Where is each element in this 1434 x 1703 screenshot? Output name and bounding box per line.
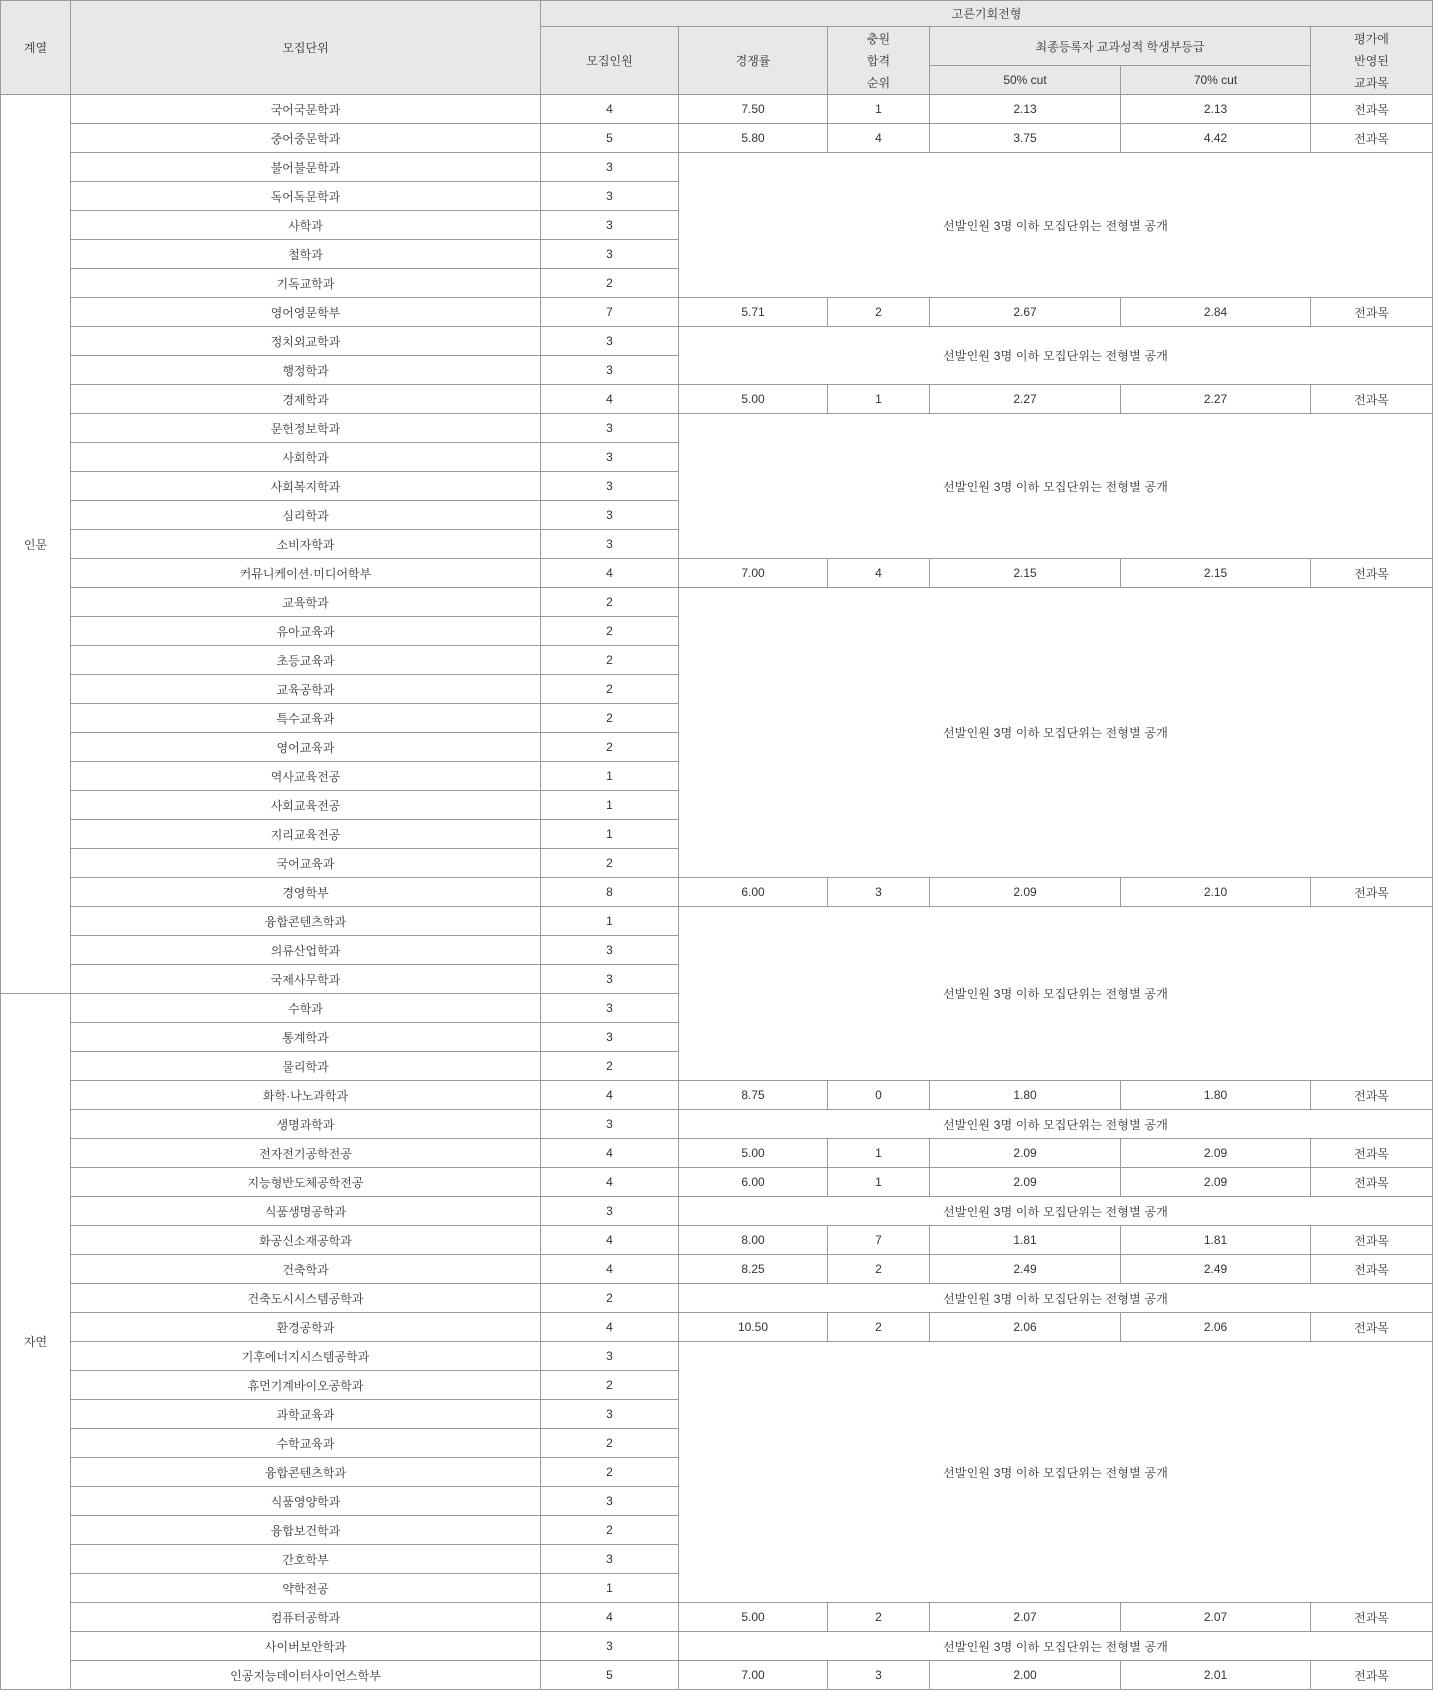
- cut50-cell: 2.09: [930, 878, 1121, 907]
- quota-cell: 3: [541, 530, 679, 559]
- unit-cell: 커뮤니케이션·미디어학부: [71, 559, 541, 588]
- quota-cell: 2: [541, 733, 679, 762]
- table-row: [1, 1110, 1433, 1139]
- cut50-cell: 2.15: [930, 559, 1121, 588]
- competition-header: 경쟁률: [679, 27, 828, 95]
- table-row: [1, 1255, 1433, 1284]
- quota-cell: 4: [541, 559, 679, 588]
- competition-cell: 5.00: [679, 1139, 828, 1168]
- cut70-cell: 2.84: [1121, 298, 1311, 327]
- unit-cell: 행정학과: [71, 356, 541, 385]
- cut50-cell: 2.06: [930, 1313, 1121, 1342]
- quota-cell: 2: [541, 646, 679, 675]
- quota-cell: 3: [541, 1632, 679, 1661]
- table-body: [1, 95, 1433, 1690]
- unit-cell: 심리학과: [71, 501, 541, 530]
- extra-rank-cell: 2: [828, 1255, 930, 1284]
- table-row: [1, 95, 1433, 124]
- competition-cell: 5.00: [679, 385, 828, 414]
- unit-cell: 지능형반도체공학전공: [71, 1168, 541, 1197]
- table-row: [1, 1139, 1433, 1168]
- cut70-cell: 2.13: [1121, 95, 1311, 124]
- unit-cell: 인공지능데이터사이언스학부: [71, 1661, 541, 1690]
- table-row: [1, 878, 1433, 907]
- unit-cell: 기독교학과: [71, 269, 541, 298]
- quota-cell: 1: [541, 1574, 679, 1603]
- unit-cell: 과학교육과: [71, 1400, 541, 1429]
- competition-cell: 7.50: [679, 95, 828, 124]
- cut70-cell: 2.06: [1121, 1313, 1311, 1342]
- table-row: [1, 1313, 1433, 1342]
- unit-cell: 사학과: [71, 211, 541, 240]
- quota-cell: 4: [541, 1081, 679, 1110]
- unit-cell: 수학교육과: [71, 1429, 541, 1458]
- unit-cell: 컴퓨터공학과: [71, 1603, 541, 1632]
- cut70-cell: 4.42: [1121, 124, 1311, 153]
- grade-header: 최종등록자 교과성적 학생부등급: [930, 27, 1311, 66]
- cut70-cell: 2.10: [1121, 878, 1311, 907]
- subjects-cell: 전과목: [1311, 95, 1433, 124]
- table-row: [1, 1632, 1433, 1661]
- subjects-cell: 전과목: [1311, 124, 1433, 153]
- quota-cell: 2: [541, 675, 679, 704]
- unit-cell: 건축학과: [71, 1255, 541, 1284]
- unit-cell: 교육공학과: [71, 675, 541, 704]
- quota-cell: 3: [541, 936, 679, 965]
- quota-cell: 1: [541, 791, 679, 820]
- quota-cell: 2: [541, 704, 679, 733]
- competition-cell: 6.00: [679, 878, 828, 907]
- unit-cell: 특수교육과: [71, 704, 541, 733]
- table-row: [1, 1284, 1433, 1313]
- unit-cell: 사회학과: [71, 443, 541, 472]
- quota-cell: 3: [541, 1023, 679, 1052]
- cut70-cell: 2.27: [1121, 385, 1311, 414]
- quota-cell: 2: [541, 588, 679, 617]
- unit-cell: 수학과: [71, 994, 541, 1023]
- cut70-cell: 1.81: [1121, 1226, 1311, 1255]
- unit-cell: 식품영양학과: [71, 1487, 541, 1516]
- quota-cell: 3: [541, 356, 679, 385]
- extra-rank-line: 충원: [866, 31, 891, 46]
- unit-cell: 독어독문학과: [71, 182, 541, 211]
- cut50-cell: 2.07: [930, 1603, 1121, 1632]
- cut50-cell: 2.67: [930, 298, 1121, 327]
- competition-cell: 8.25: [679, 1255, 828, 1284]
- table-row: [1, 385, 1433, 414]
- table-row: [1, 588, 1433, 617]
- quota-cell: 4: [541, 1603, 679, 1632]
- cut50-cell: 1.80: [930, 1081, 1121, 1110]
- quota-cell: 3: [541, 1110, 679, 1139]
- quota-cell: 3: [541, 1487, 679, 1516]
- cut50-cell: 2.49: [930, 1255, 1121, 1284]
- unit-cell: 국어국문학과: [71, 95, 541, 124]
- subjects-cell: 전과목: [1311, 1139, 1433, 1168]
- unit-cell: 생명과학과: [71, 1110, 541, 1139]
- unit-cell: 교육학과: [71, 588, 541, 617]
- quota-cell: 4: [541, 1139, 679, 1168]
- unit-cell: 경제학과: [71, 385, 541, 414]
- subjects-header: [1311, 27, 1433, 95]
- quota-cell: 2: [541, 617, 679, 646]
- quota-cell: 2: [541, 1516, 679, 1545]
- quota-cell: 3: [541, 501, 679, 530]
- disclosure-note: 선발인원 3명 이하 모집단위는 전형별 공개: [679, 1284, 1433, 1313]
- quota-cell: 3: [541, 443, 679, 472]
- unit-cell: 약학전공: [71, 1574, 541, 1603]
- extra-rank-line: 순위: [866, 75, 891, 90]
- unit-cell: 철학과: [71, 240, 541, 269]
- unit-cell: 간호학부: [71, 1545, 541, 1574]
- quota-cell: 1: [541, 820, 679, 849]
- quota-cell: 5: [541, 1661, 679, 1690]
- unit-cell: 휴먼기계바이오공학과: [71, 1371, 541, 1400]
- extra-rank-cell: 4: [828, 559, 930, 588]
- unit-cell: 문헌정보학과: [71, 414, 541, 443]
- cut50-cell: 1.81: [930, 1226, 1121, 1255]
- quota-cell: 3: [541, 240, 679, 269]
- cut70-cell: 2.07: [1121, 1603, 1311, 1632]
- unit-cell: 화학·나노과학과: [71, 1081, 541, 1110]
- quota-header: 모집인원: [541, 27, 679, 95]
- quota-cell: 4: [541, 1313, 679, 1342]
- competition-cell: 5.00: [679, 1603, 828, 1632]
- extra-rank-cell: 1: [828, 95, 930, 124]
- competition-cell: 7.00: [679, 1661, 828, 1690]
- subjects-cell: 전과목: [1311, 1081, 1433, 1110]
- competition-cell: 10.50: [679, 1313, 828, 1342]
- quota-cell: 5: [541, 124, 679, 153]
- table-row: [1, 907, 1433, 936]
- cut70-cell: 2.09: [1121, 1168, 1311, 1197]
- unit-cell: 통계학과: [71, 1023, 541, 1052]
- unit-cell: 융합콘텐츠학과: [71, 907, 541, 936]
- cut70-cell: 1.80: [1121, 1081, 1311, 1110]
- unit-cell: 초등교육과: [71, 646, 541, 675]
- table-row: [1, 327, 1433, 356]
- unit-cell: 불어불문학과: [71, 153, 541, 182]
- subjects-cell: 전과목: [1311, 1603, 1433, 1632]
- subjects-cell: 전과목: [1311, 385, 1433, 414]
- table-row: [1, 1168, 1433, 1197]
- subjects-cell: 전과목: [1311, 878, 1433, 907]
- quota-cell: 3: [541, 1197, 679, 1226]
- cut50-header: 50% cut: [930, 66, 1121, 95]
- cut50-cell: 2.27: [930, 385, 1121, 414]
- cut50-cell: 2.13: [930, 95, 1121, 124]
- subjects-cell: 전과목: [1311, 1168, 1433, 1197]
- quota-cell: 1: [541, 907, 679, 936]
- table-row: [1, 298, 1433, 327]
- quota-cell: 3: [541, 1545, 679, 1574]
- cut50-cell: 2.09: [930, 1168, 1121, 1197]
- unit-cell: 영어영문학부: [71, 298, 541, 327]
- table-row: [1, 1603, 1433, 1632]
- extra-rank-cell: 1: [828, 1168, 930, 1197]
- cut50-cell: 3.75: [930, 124, 1121, 153]
- track-header: 고른기회전형: [541, 1, 1433, 27]
- table-header: [1, 1, 1433, 95]
- quota-cell: 3: [541, 182, 679, 211]
- disclosure-note: 선발인원 3명 이하 모집단위는 전형별 공개: [679, 327, 1433, 385]
- unit-cell: 사이버보안학과: [71, 1632, 541, 1661]
- cut50-cell: 2.00: [930, 1661, 1121, 1690]
- table-row: [1, 1081, 1433, 1110]
- extra-rank-cell: 2: [828, 298, 930, 327]
- disclosure-note: 선발인원 3명 이하 모집단위는 전형별 공개: [679, 588, 1433, 878]
- competition-cell: 5.80: [679, 124, 828, 153]
- unit-cell: 사회복지학과: [71, 472, 541, 501]
- extra-rank-cell: 1: [828, 1139, 930, 1168]
- unit-cell: 기후에너지시스템공학과: [71, 1342, 541, 1371]
- unit-cell: 사회교육전공: [71, 791, 541, 820]
- quota-cell: 3: [541, 1400, 679, 1429]
- quota-cell: 3: [541, 994, 679, 1023]
- quota-cell: 2: [541, 1429, 679, 1458]
- disclosure-note: 선발인원 3명 이하 모집단위는 전형별 공개: [679, 414, 1433, 559]
- extra-rank-cell: 0: [828, 1081, 930, 1110]
- competition-cell: 7.00: [679, 559, 828, 588]
- unit-cell: 영어교육과: [71, 733, 541, 762]
- unit-cell: 식품생명공학과: [71, 1197, 541, 1226]
- extra-rank-cell: 7: [828, 1226, 930, 1255]
- group-header: 계열: [1, 1, 71, 95]
- cut70-cell: 2.01: [1121, 1661, 1311, 1690]
- subjects-cell: 전과목: [1311, 1255, 1433, 1284]
- quota-cell: 1: [541, 762, 679, 791]
- extra-rank-line: 합격: [866, 53, 891, 68]
- disclosure-note: 선발인원 3명 이하 모집단위는 전형별 공개: [679, 1197, 1433, 1226]
- quota-cell: 3: [541, 153, 679, 182]
- quota-cell: 3: [541, 472, 679, 501]
- table-row: [1, 153, 1433, 182]
- disclosure-note: 선발인원 3명 이하 모집단위는 전형별 공개: [679, 1342, 1433, 1603]
- cut70-cell: 2.09: [1121, 1139, 1311, 1168]
- quota-cell: 4: [541, 1255, 679, 1284]
- group-cell: 자연: [1, 994, 71, 1690]
- subjects-cell: 전과목: [1311, 1226, 1433, 1255]
- unit-cell: 전자전기공학전공: [71, 1139, 541, 1168]
- subjects-line: 교과목: [1354, 75, 1389, 90]
- competition-cell: 6.00: [679, 1168, 828, 1197]
- unit-cell: 소비자학과: [71, 530, 541, 559]
- subjects-line: 평가에: [1354, 31, 1389, 46]
- unit-cell: 정치외교학과: [71, 327, 541, 356]
- unit-cell: 지리교육전공: [71, 820, 541, 849]
- table-row: [1, 1342, 1433, 1371]
- unit-cell: 중어중문학과: [71, 124, 541, 153]
- cut70-cell: 2.15: [1121, 559, 1311, 588]
- quota-cell: 3: [541, 327, 679, 356]
- disclosure-note: 선발인원 3명 이하 모집단위는 전형별 공개: [679, 1110, 1433, 1139]
- quota-cell: 4: [541, 1226, 679, 1255]
- cut70-header: 70% cut: [1121, 66, 1311, 95]
- unit-cell: 융합콘텐츠학과: [71, 1458, 541, 1487]
- unit-cell: 역사교육전공: [71, 762, 541, 791]
- table-row: [1, 1197, 1433, 1226]
- subjects-line: 반영된: [1354, 53, 1389, 68]
- quota-cell: 3: [541, 965, 679, 994]
- unit-cell: 국제사무학과: [71, 965, 541, 994]
- disclosure-note: 선발인원 3명 이하 모집단위는 전형별 공개: [679, 907, 1433, 1081]
- unit-header: 모집단위: [71, 1, 541, 95]
- unit-cell: 환경공학과: [71, 1313, 541, 1342]
- extra-rank-cell: 1: [828, 385, 930, 414]
- quota-cell: 2: [541, 849, 679, 878]
- extra-rank-header: [828, 27, 930, 95]
- unit-cell: 건축도시시스템공학과: [71, 1284, 541, 1313]
- quota-cell: 2: [541, 269, 679, 298]
- unit-cell: 의류산업학과: [71, 936, 541, 965]
- competition-cell: 8.75: [679, 1081, 828, 1110]
- quota-cell: 2: [541, 1052, 679, 1081]
- extra-rank-cell: 4: [828, 124, 930, 153]
- subjects-cell: 전과목: [1311, 1313, 1433, 1342]
- unit-cell: 유아교육과: [71, 617, 541, 646]
- disclosure-note: 선발인원 3명 이하 모집단위는 전형별 공개: [679, 1632, 1433, 1661]
- quota-cell: 4: [541, 1168, 679, 1197]
- unit-cell: 화공신소재공학과: [71, 1226, 541, 1255]
- competition-cell: 5.71: [679, 298, 828, 327]
- quota-cell: 4: [541, 385, 679, 414]
- unit-cell: 물리학과: [71, 1052, 541, 1081]
- unit-cell: 국어교육과: [71, 849, 541, 878]
- unit-cell: 경영학부: [71, 878, 541, 907]
- quota-cell: 2: [541, 1371, 679, 1400]
- quota-cell: 3: [541, 1342, 679, 1371]
- table-row: [1, 124, 1433, 153]
- subjects-cell: 전과목: [1311, 298, 1433, 327]
- quota-cell: 2: [541, 1284, 679, 1313]
- subjects-cell: 전과목: [1311, 1661, 1433, 1690]
- table-row: [1, 1226, 1433, 1255]
- group-cell: 인문: [1, 95, 71, 994]
- subjects-cell: 전과목: [1311, 559, 1433, 588]
- quota-cell: 4: [541, 95, 679, 124]
- table-row: [1, 559, 1433, 588]
- extra-rank-cell: 3: [828, 878, 930, 907]
- extra-rank-cell: 2: [828, 1603, 930, 1632]
- competition-cell: 8.00: [679, 1226, 828, 1255]
- quota-cell: 3: [541, 414, 679, 443]
- quota-cell: 8: [541, 878, 679, 907]
- extra-rank-cell: 2: [828, 1313, 930, 1342]
- cut70-cell: 2.49: [1121, 1255, 1311, 1284]
- quota-cell: 2: [541, 1458, 679, 1487]
- table-row: [1, 414, 1433, 443]
- extra-rank-cell: 3: [828, 1661, 930, 1690]
- cut50-cell: 2.09: [930, 1139, 1121, 1168]
- quota-cell: 7: [541, 298, 679, 327]
- table-row: [1, 1661, 1433, 1690]
- disclosure-note: 선발인원 3명 이하 모집단위는 전형별 공개: [679, 153, 1433, 298]
- quota-cell: 3: [541, 211, 679, 240]
- unit-cell: 융합보건학과: [71, 1516, 541, 1545]
